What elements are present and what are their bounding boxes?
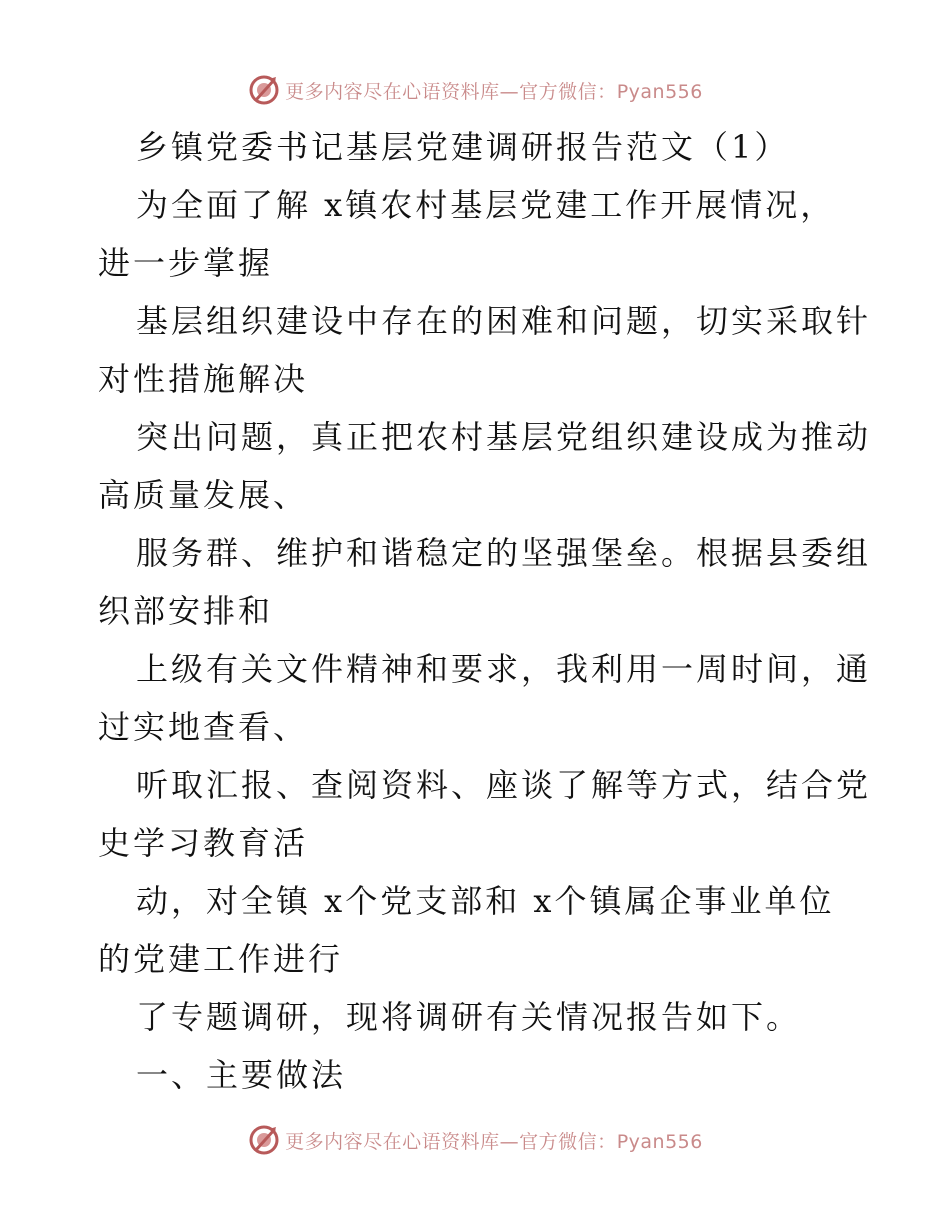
- footer-watermark: [0, 1120, 950, 1160]
- document-line: 史学习教育活: [98, 824, 309, 862]
- watermark-text: [285, 77, 703, 104]
- watermark-wechat-id: Pyan556: [616, 1130, 703, 1153]
- watermark-separator: —: [499, 1130, 520, 1153]
- document-line: 对性措施解决: [98, 360, 309, 398]
- document-line: 进一步掌握: [98, 244, 274, 282]
- document-line: 过实地查看、: [98, 708, 309, 746]
- document-line: 的党建工作进行: [98, 940, 344, 978]
- document-line: 为全面了解 x镇农村基层党建工作开展情况，: [136, 186, 836, 224]
- document-line: 了专题调研，现将调研有关情况报告如下。: [136, 998, 802, 1036]
- watermark-label: 官方微信：: [519, 1130, 617, 1153]
- document-line: 上级有关文件精神和要求，我利用一周时间，通: [136, 650, 872, 688]
- document-body: [98, 118, 872, 1104]
- watermark-site-text: 更多内容尽在心语资料库: [285, 80, 500, 103]
- document-line: 服务群、维护和谐稳定的坚强堡垒。根据县委组: [136, 534, 872, 572]
- document-line: 听取汇报、查阅资料、座谈了解等方式，结合党: [136, 766, 872, 804]
- document-line: 突出问题，真正把农村基层党组织建设成为推动: [136, 418, 872, 456]
- document-line: 动，对全镇 x个党支部和 x个镇属企事业单位: [136, 882, 835, 920]
- document-line: 基层组织建设中存在的困难和问题，切实采取针: [136, 302, 872, 340]
- watermark-wechat-id: Pyan556: [616, 80, 703, 103]
- document-line: 一、主要做法: [136, 1056, 347, 1094]
- brand-logo-icon: [247, 73, 281, 107]
- watermark-label: 官方微信：: [519, 80, 617, 103]
- watermark-text: [285, 1127, 703, 1154]
- document-line: 高质量发展、: [98, 476, 309, 514]
- brand-logo-icon: [247, 1123, 281, 1157]
- watermark-separator: —: [499, 80, 520, 103]
- watermark-site-text: 更多内容尽在心语资料库: [285, 1130, 500, 1153]
- header-watermark: [0, 70, 950, 110]
- document-line: 乡镇党委书记基层党建调研报告范文（1）: [136, 128, 790, 166]
- document-line: 织部安排和: [98, 592, 274, 630]
